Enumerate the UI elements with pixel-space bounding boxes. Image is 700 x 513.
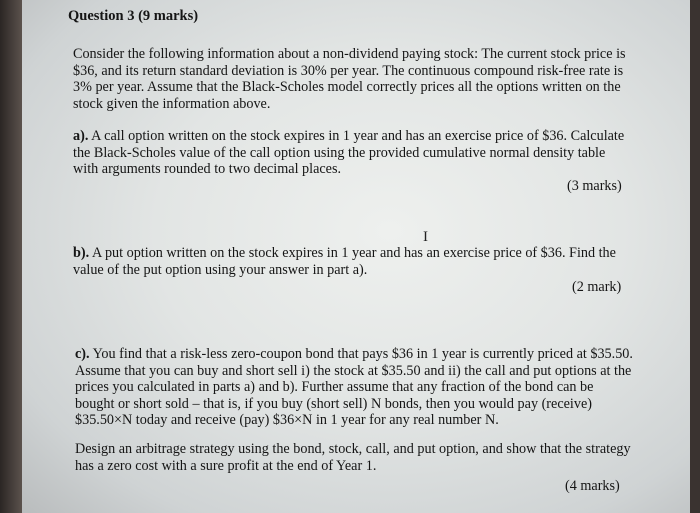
part-b-label: b). [73, 245, 90, 261]
part-b-text: A put option written on the stock expires in 1 year and has an exercise price of $36. Find the value of the put option using your answer in part a). [73, 245, 616, 278]
part-c-label: c). [75, 346, 90, 362]
part-a-marks: (3 marks) [567, 178, 622, 194]
part-c-marks: (4 marks) [565, 478, 620, 494]
part-c-text: You find that a risk-less zero-coupon bond that pays $36 in 1 year is currently priced at $35.50. Assume that you can buy and short sell i) the stock at $35.50 and ii) the call and put options at the prices you calculated in parts a) and b). Further assume that any fraction of the bond can be bought or short sold – that is, if you buy (short sell) N bonds, then you would pay (receive) $35.50×N today and receive (pay) $36×N in 1 year for any real number N. [75, 346, 633, 429]
photo-edge [0, 0, 22, 513]
part-c-design-paragraph: Design an arbitrage strategy using the bond, stock, call, and put option, and show that the strategy has a zero cost with a sure profit at the end of Year 1. [75, 441, 631, 474]
text-cursor-icon: I [423, 229, 428, 245]
part-a-text: A call option written on the stock expires in 1 year and has an exercise price of $36. Calculate the Black-Scholes value of the call option using the provided cumulative normal density table with arguments rounded to two decimal places. [73, 128, 625, 178]
part-b-paragraph [73, 245, 633, 278]
part-a-label: a). [73, 128, 89, 144]
part-a-paragraph [73, 128, 633, 178]
part-b-marks: (2 mark) [572, 279, 622, 295]
question-title: Question 3 (9 marks) [68, 8, 199, 24]
part-c-paragraph [75, 346, 635, 429]
intro-paragraph: Consider the following information about a non-dividend paying stock: The current stock price is $36, and its return standard deviation is 30% per year. The continuous compound risk-free rate is 3% per year. Assume that the Black-Scholes model correctly prices all the options written on the stock given the information above. [73, 46, 626, 112]
